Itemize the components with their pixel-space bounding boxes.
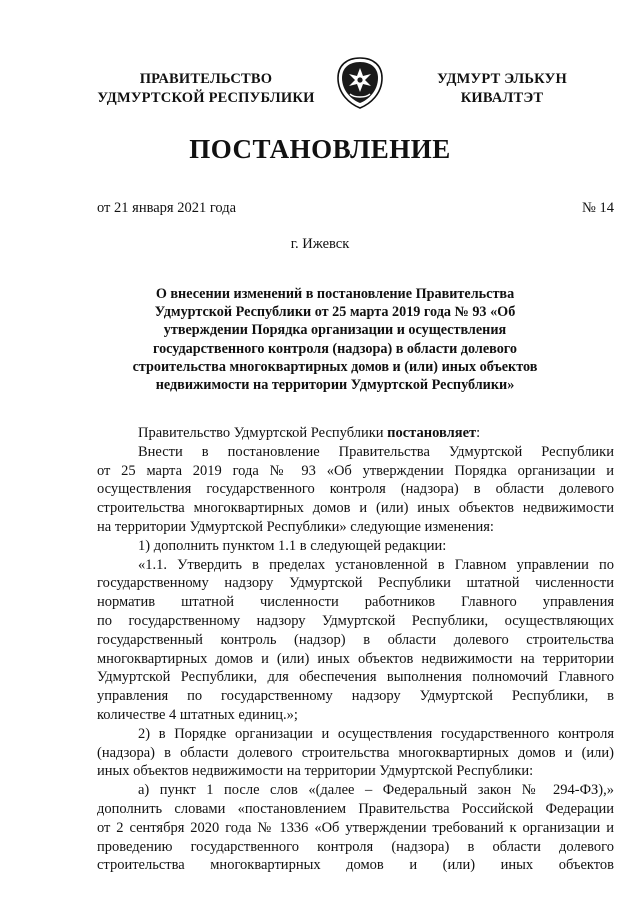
subject-line: О внесении изменений в постановление Правительства xyxy=(155,286,515,302)
intro-bold: постановляет xyxy=(387,425,477,441)
body-line: строительства многоквартирных домов и (или) иных объектов недвижимости xyxy=(97,500,614,517)
body-line: по государственному надзору Удмуртской Республики, осуществляющих xyxy=(97,612,614,629)
body-line: (надзора) в области долевого строительства многоквартирных домов и (или) xyxy=(97,744,614,761)
document-subject xyxy=(120,285,550,394)
body-line: 1) дополнить пунктом 1.1 в следующей редакции: xyxy=(138,537,447,554)
body-line: Удмуртской Республики, для обеспечения выполнения полномочий Главного xyxy=(97,669,614,686)
body-line: «1.1. Утвердить в пределах установленной в Главном управлении по xyxy=(138,556,614,573)
body-line: от 2 сентября 2020 года № 1336 «Об утверждении требований к организации и xyxy=(97,819,614,836)
body-line: норматив штатной численности работников Главного управления xyxy=(97,594,614,611)
body-line: 2) в Порядке организации и осуществления государственного контроля xyxy=(138,725,614,742)
header-government-ru xyxy=(90,70,322,108)
document-date: от 21 января 2021 года xyxy=(97,200,237,216)
header-right-line-1: УДМУРТ ЭЛЬКУН xyxy=(437,71,567,87)
body-line: на территории Удмуртской Республики» следующие изменения: xyxy=(97,518,494,535)
header-left-line-2: УДМУРТСКОЙ РЕСПУБЛИКИ xyxy=(97,90,315,106)
body-line: от 25 марта 2019 года № 93 «Об утверждении Порядка организации и xyxy=(97,462,614,479)
body-line: многоквартирных домов и (или) иных объектов недвижимости на территории xyxy=(97,650,614,667)
intro-suffix: : xyxy=(476,425,481,441)
body-line: государственному надзору Удмуртской Республики штатной численности xyxy=(97,575,614,592)
subject-line: строительства многоквартирных домов и (или) иных объектов xyxy=(132,358,538,375)
body-line: строительства многоквартирных домов и (или) иных объектов xyxy=(97,857,614,874)
body-line: количестве 4 штатных единиц.»; xyxy=(97,706,298,723)
header-government-udm xyxy=(422,70,582,108)
body-line: государственный контроль (надзор) в области долевого строительства xyxy=(97,631,614,648)
body-line: проведению государственного контроля (надзора) в области долевого xyxy=(97,838,614,855)
subject-line: недвижимости на территории Удмуртской Республики» xyxy=(155,377,515,394)
body-line: управления по государственному надзору Удмуртской Республики, в xyxy=(97,688,614,705)
udmurt-coat-of-arms-icon xyxy=(336,56,384,110)
document-title: ПОСТАНОВЛЕНИЕ xyxy=(189,134,451,164)
document-city: г. Ижевск xyxy=(290,236,350,252)
header-left-line-1: ПРАВИТЕЛЬСТВО xyxy=(139,71,273,87)
body-line: а) пункт 1 после слов «(далее – Федеральный закон № 294-ФЗ),» xyxy=(138,782,614,799)
subject-line: Удмуртской Республики от 25 марта 2019 года № 93 «Об xyxy=(154,304,516,321)
intro-prefix: Правительство Удмуртской Республики xyxy=(138,425,388,441)
subject-line: государственного контроля (надзора) в области долевого xyxy=(152,340,517,357)
body-intro xyxy=(97,424,614,443)
subject-line: утверждении Порядка организации и осуществления xyxy=(163,322,507,339)
body-line: иных объектов недвижимости на территории Удмуртской Республики: xyxy=(97,763,534,780)
document-number: № 14 xyxy=(582,200,614,216)
body-line: дополнить словами «постановлением Правительства Российской Федерации xyxy=(97,800,614,817)
body-line: Внести в постановление Правительства Удмуртской Республики xyxy=(138,443,614,460)
header-right-line-2: КИВАЛТЭТ xyxy=(460,90,544,106)
document-body xyxy=(97,424,614,875)
body-line: осуществления государственного контроля (надзора) в области долевого xyxy=(97,481,614,498)
